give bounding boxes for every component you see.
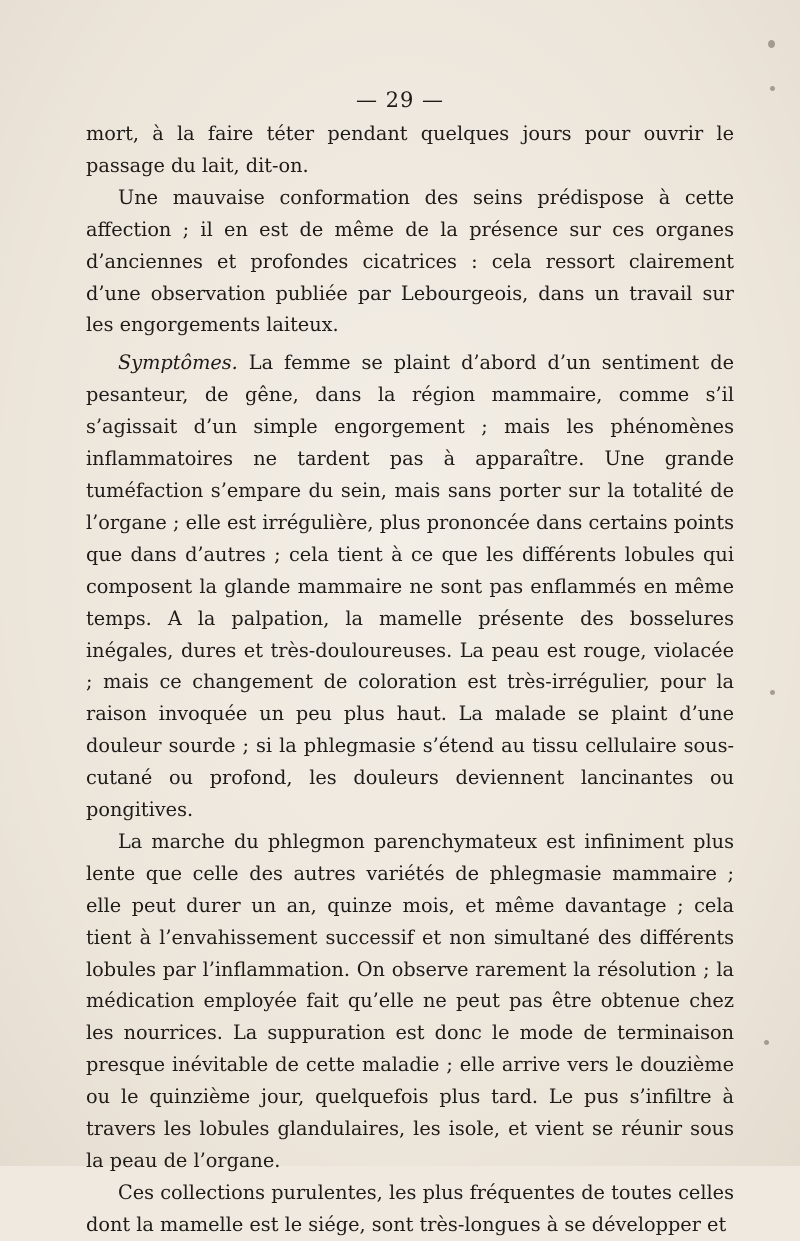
paper-speck	[768, 40, 775, 48]
paragraph-collections: Ces collections purulentes, les plus fréquentes de toutes celles dont la mamelle est le siége, sont très-longues à se développer et	[86, 1180, 734, 1236]
body-text	[86, 118, 734, 1241]
paper-speck	[770, 690, 775, 695]
paper-speck	[770, 86, 775, 91]
section-heading-symptoms: Symptômes.	[118, 351, 238, 375]
paragraph-symptoms	[86, 347, 734, 826]
paper-speck	[764, 1040, 769, 1045]
paragraph-continuation: mort, à la faire téter pendant quelques jours pour ouvrir le passage du lait, dit-on.	[86, 122, 734, 177]
paragraph-predisposition: Une mauvaise conformation des seins prédispose à cette affection ; il en est de même de la présence sur ces organes d’anciennes et profondes cicatrices : cela ressort clairement d’une observation publiée par Lebourgeois, dans un travail sur les engorgements laiteux.	[86, 185, 734, 337]
paragraph-course: La marche du phlegmon parenchymateux est infiniment plus lente que celle des autres variétés de phlegmasie mammaire ; elle peut durer un an, quinze mois, et même davantage ; cela tient à l’envahissement successif et non simultané des différents lobules par l’inflammation. On observe rarement la résolution ; la médication employée fait qu’elle ne peut pas être obtenue chez les nourrices. La suppuration est donc le mode de terminaison presque inévitable de cette maladie ; elle arrive vers le douzième ou le quinzième jour, quelquefois plus tard. Le pus s’infiltre à travers les lobules glandulaires, les isole, et vient se réunir sous la peau de l’organe.	[86, 829, 734, 1172]
page-number: — 29 —	[355, 88, 445, 112]
paragraph-symptoms-text: La femme se plaint d’abord d’un sentiment de pesanteur, de gêne, dans la région mammaire, comme s’il s’agissait d’un simple engorgement ; mais les phénomènes inflammatoires ne tardent pas à apparaître. Une grande tuméfaction s’empare du sein, mais sans porter sur la totalité de l’organe ; elle est irrégulière, plus prononcée dans certains points que dans d’autres ; cela tient à ce que les différents lobules qui composent la glande mammaire ne sont pas enflammés en même temps. A la palpation, la mamelle présente des bosselures inégales, dures et très-douloureuses. La peau est rouge, violacée ; mais ce changement de coloration est très-irrégulier, pour la raison invoquée un peu plus haut. La malade se plaint d’une douleur sourde ; si la phlegmasie s’étend au tissu cellulaire sous-cutané ou profond, les douleurs deviennent lancinantes ou pongitives.	[86, 351, 734, 822]
